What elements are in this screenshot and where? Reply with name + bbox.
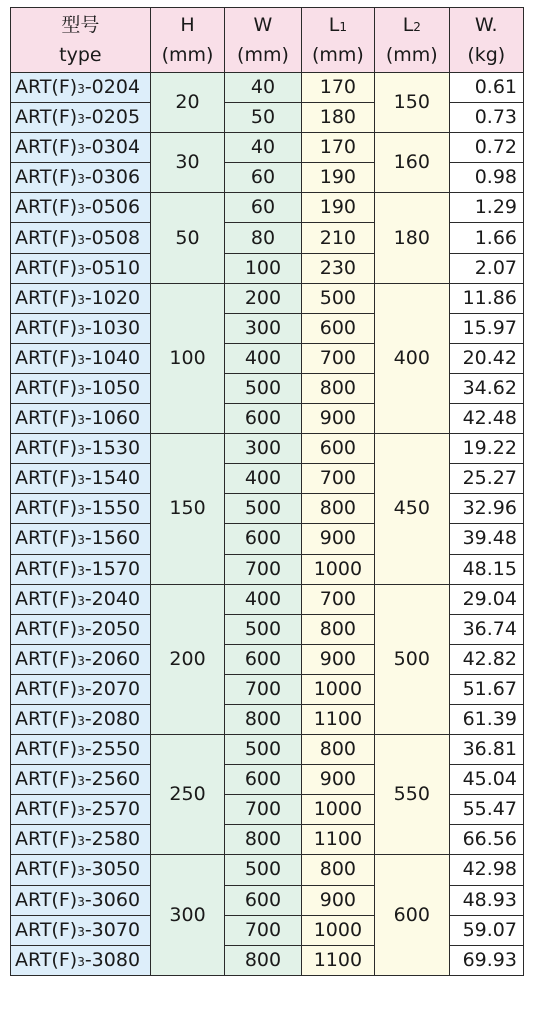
- table-row: [11, 855, 524, 885]
- model-prefix: ART(F): [15, 196, 78, 219]
- weight-cell: 48.93: [449, 885, 523, 915]
- length1-cell: 700: [301, 343, 374, 373]
- header-weight-unit: (kg): [467, 44, 506, 66]
- length1-cell: 1000: [301, 554, 374, 584]
- model-type-cell: [11, 253, 151, 283]
- model-type-cell: [11, 945, 151, 975]
- weight-cell: 29.04: [449, 584, 523, 614]
- length1-cell: 1000: [301, 915, 374, 945]
- model-type-cell: [11, 855, 151, 885]
- header-w-label: W: [253, 14, 273, 36]
- header-l2: [375, 8, 449, 73]
- width-cell: 400: [225, 584, 301, 614]
- width-cell: 40: [225, 133, 301, 163]
- height-cell: 100: [150, 283, 224, 433]
- model-prefix: ART(F): [15, 316, 78, 339]
- table-row: [11, 193, 524, 223]
- model-prefix: ART(F): [15, 346, 78, 369]
- model-subscript: 3: [77, 202, 85, 217]
- model-suffix: -3060: [84, 888, 141, 911]
- model-type-cell: [11, 103, 151, 133]
- weight-cell: 42.98: [449, 855, 523, 885]
- model-subscript: 3: [77, 413, 85, 428]
- model-type-cell: [11, 885, 151, 915]
- model-suffix: -2060: [84, 647, 141, 670]
- model-prefix: ART(F): [15, 527, 78, 550]
- length1-cell: 170: [301, 73, 374, 103]
- width-cell: 200: [225, 283, 301, 313]
- header-l2-unit: (mm): [385, 44, 438, 66]
- length1-cell: 230: [301, 253, 374, 283]
- length1-cell: 700: [301, 464, 374, 494]
- length1-cell: 900: [301, 644, 374, 674]
- header-type: [11, 8, 151, 73]
- header-row: [11, 8, 524, 73]
- model-subscript: 3: [77, 924, 85, 939]
- model-suffix: -3070: [84, 918, 141, 941]
- model-type-cell: [11, 765, 151, 795]
- model-suffix: -0205: [84, 106, 141, 129]
- table-row: [11, 735, 524, 765]
- model-suffix: -1050: [84, 376, 141, 399]
- model-prefix: ART(F): [15, 407, 78, 430]
- model-suffix: -1560: [84, 527, 141, 550]
- model-type-cell: [11, 133, 151, 163]
- width-cell: 800: [225, 825, 301, 855]
- header-h: [150, 8, 224, 73]
- model-suffix: -3050: [84, 858, 141, 881]
- weight-cell: 0.61: [449, 73, 523, 103]
- length1-cell: 180: [301, 103, 374, 133]
- model-suffix: -2040: [84, 587, 141, 610]
- model-suffix: -2570: [84, 798, 141, 821]
- model-suffix: -3080: [84, 948, 141, 971]
- model-subscript: 3: [77, 683, 85, 698]
- model-subscript: 3: [77, 593, 85, 608]
- model-prefix: ART(F): [15, 256, 78, 279]
- weight-cell: 15.97: [449, 313, 523, 343]
- model-suffix: -1060: [84, 407, 141, 430]
- model-prefix: ART(F): [15, 166, 78, 189]
- weight-cell: 34.62: [449, 373, 523, 403]
- length1-cell: 1000: [301, 674, 374, 704]
- header-weight: [449, 8, 523, 73]
- model-prefix: ART(F): [15, 467, 78, 490]
- model-prefix: ART(F): [15, 437, 78, 460]
- weight-cell: 61.39: [449, 704, 523, 734]
- model-subscript: 3: [77, 232, 85, 247]
- model-prefix: ART(F): [15, 226, 78, 249]
- model-subscript: 3: [77, 714, 85, 729]
- length1-cell: 210: [301, 223, 374, 253]
- model-suffix: -1020: [84, 286, 141, 309]
- model-type-cell: [11, 343, 151, 373]
- model-prefix: ART(F): [15, 738, 78, 761]
- header-l1-unit: (mm): [311, 44, 364, 66]
- header-type-zh: 型号: [61, 14, 100, 36]
- length2-cell: 500: [375, 584, 449, 734]
- model-prefix: ART(F): [15, 557, 78, 580]
- weight-cell: 20.42: [449, 343, 523, 373]
- header-l1-label: L: [328, 14, 340, 36]
- model-suffix: -0506: [84, 196, 141, 219]
- model-prefix: ART(F): [15, 948, 78, 971]
- weight-cell: 36.81: [449, 735, 523, 765]
- model-type-cell: [11, 644, 151, 674]
- model-subscript: 3: [77, 623, 85, 638]
- model-subscript: 3: [77, 473, 85, 488]
- width-cell: 600: [225, 644, 301, 674]
- weight-cell: 69.93: [449, 945, 523, 975]
- width-cell: 700: [225, 915, 301, 945]
- weight-cell: 25.27: [449, 464, 523, 494]
- model-subscript: 3: [77, 292, 85, 307]
- model-type-cell: [11, 313, 151, 343]
- model-suffix: -2050: [84, 617, 141, 640]
- model-suffix: -1570: [84, 557, 141, 580]
- model-type-cell: [11, 434, 151, 464]
- weight-cell: 66.56: [449, 825, 523, 855]
- model-suffix: -1540: [84, 467, 141, 490]
- width-cell: 700: [225, 554, 301, 584]
- height-cell: 50: [150, 193, 224, 283]
- model-type-cell: [11, 915, 151, 945]
- width-cell: 500: [225, 855, 301, 885]
- model-suffix: -2080: [84, 708, 141, 731]
- model-prefix: ART(F): [15, 76, 78, 99]
- table-row: [11, 283, 524, 313]
- model-prefix: ART(F): [15, 888, 78, 911]
- model-type-cell: [11, 674, 151, 704]
- model-type-cell: [11, 584, 151, 614]
- header-l1-subscript: 1: [339, 20, 347, 34]
- weight-cell: 19.22: [449, 434, 523, 464]
- model-type-cell: [11, 404, 151, 434]
- model-suffix: -0510: [84, 256, 141, 279]
- model-prefix: ART(F): [15, 768, 78, 791]
- model-subscript: 3: [77, 653, 85, 668]
- model-type-cell: [11, 524, 151, 554]
- height-cell: 30: [150, 133, 224, 193]
- length1-cell: 800: [301, 735, 374, 765]
- weight-cell: 1.66: [449, 223, 523, 253]
- weight-cell: 0.72: [449, 133, 523, 163]
- length1-cell: 190: [301, 193, 374, 223]
- header-l1: [301, 8, 374, 73]
- model-subscript: 3: [77, 352, 85, 367]
- length1-cell: 700: [301, 584, 374, 614]
- model-suffix: -0304: [84, 136, 141, 159]
- width-cell: 700: [225, 795, 301, 825]
- model-type-cell: [11, 193, 151, 223]
- model-subscript: 3: [77, 954, 85, 969]
- model-subscript: 3: [77, 262, 85, 277]
- model-prefix: ART(F): [15, 587, 78, 610]
- model-prefix: ART(F): [15, 858, 78, 881]
- width-cell: 700: [225, 674, 301, 704]
- model-suffix: -2070: [84, 677, 141, 700]
- model-subscript: 3: [77, 82, 85, 97]
- model-subscript: 3: [77, 322, 85, 337]
- model-subscript: 3: [77, 744, 85, 759]
- weight-cell: 51.67: [449, 674, 523, 704]
- length2-cell: 400: [375, 283, 449, 433]
- model-suffix: -1030: [84, 316, 141, 339]
- length2-cell: 600: [375, 855, 449, 975]
- weight-cell: 0.73: [449, 103, 523, 133]
- weight-cell: 36.74: [449, 614, 523, 644]
- width-cell: 400: [225, 464, 301, 494]
- weight-cell: 0.98: [449, 163, 523, 193]
- length1-cell: 800: [301, 494, 374, 524]
- model-subscript: 3: [77, 804, 85, 819]
- model-type-cell: [11, 283, 151, 313]
- model-prefix: ART(F): [15, 376, 78, 399]
- height-cell: 250: [150, 735, 224, 855]
- width-cell: 500: [225, 614, 301, 644]
- length1-cell: 600: [301, 313, 374, 343]
- length1-cell: 1000: [301, 795, 374, 825]
- model-type-cell: [11, 825, 151, 855]
- length2-cell: 150: [375, 73, 449, 133]
- header-w: [225, 8, 301, 73]
- model-prefix: ART(F): [15, 798, 78, 821]
- table-row: [11, 584, 524, 614]
- model-prefix: ART(F): [15, 106, 78, 129]
- model-subscript: 3: [77, 864, 85, 879]
- length1-cell: 1100: [301, 704, 374, 734]
- header-h-label: H: [180, 14, 195, 36]
- width-cell: 600: [225, 765, 301, 795]
- weight-cell: 2.07: [449, 253, 523, 283]
- length1-cell: 190: [301, 163, 374, 193]
- model-type-cell: [11, 163, 151, 193]
- model-suffix: -2580: [84, 828, 141, 851]
- width-cell: 60: [225, 163, 301, 193]
- table-row: [11, 434, 524, 464]
- table-row: [11, 133, 524, 163]
- model-subscript: 3: [77, 172, 85, 187]
- length2-cell: 160: [375, 133, 449, 193]
- width-cell: 40: [225, 73, 301, 103]
- length1-cell: 900: [301, 885, 374, 915]
- model-suffix: -0204: [84, 76, 141, 99]
- model-subscript: 3: [77, 774, 85, 789]
- model-type-cell: [11, 795, 151, 825]
- model-prefix: ART(F): [15, 677, 78, 700]
- length1-cell: 800: [301, 373, 374, 403]
- model-prefix: ART(F): [15, 617, 78, 640]
- model-type-cell: [11, 464, 151, 494]
- model-prefix: ART(F): [15, 647, 78, 670]
- model-prefix: ART(F): [15, 918, 78, 941]
- length1-cell: 500: [301, 283, 374, 313]
- length1-cell: 600: [301, 434, 374, 464]
- length1-cell: 900: [301, 524, 374, 554]
- width-cell: 60: [225, 193, 301, 223]
- model-suffix: -1040: [84, 346, 141, 369]
- width-cell: 600: [225, 885, 301, 915]
- model-type-cell: [11, 614, 151, 644]
- width-cell: 800: [225, 704, 301, 734]
- header-w-unit: (mm): [237, 44, 289, 66]
- model-type-cell: [11, 704, 151, 734]
- width-cell: 600: [225, 524, 301, 554]
- model-prefix: ART(F): [15, 136, 78, 159]
- model-suffix: -1550: [84, 497, 141, 520]
- weight-cell: 1.29: [449, 193, 523, 223]
- model-type-cell: [11, 554, 151, 584]
- length2-cell: 180: [375, 193, 449, 283]
- weight-cell: 42.82: [449, 644, 523, 674]
- width-cell: 600: [225, 404, 301, 434]
- model-suffix: -2550: [84, 738, 141, 761]
- model-prefix: ART(F): [15, 828, 78, 851]
- height-cell: 150: [150, 434, 224, 584]
- model-type-cell: [11, 735, 151, 765]
- table-row: [11, 73, 524, 103]
- height-cell: 300: [150, 855, 224, 975]
- model-type-cell: [11, 373, 151, 403]
- width-cell: 500: [225, 373, 301, 403]
- length2-cell: 550: [375, 735, 449, 855]
- weight-cell: 11.86: [449, 283, 523, 313]
- weight-cell: 55.47: [449, 795, 523, 825]
- width-cell: 400: [225, 343, 301, 373]
- model-subscript: 3: [77, 503, 85, 518]
- weight-cell: 42.48: [449, 404, 523, 434]
- width-cell: 100: [225, 253, 301, 283]
- width-cell: 300: [225, 434, 301, 464]
- model-suffix: -1530: [84, 437, 141, 460]
- model-type-cell: [11, 494, 151, 524]
- model-subscript: 3: [77, 142, 85, 157]
- model-suffix: -2560: [84, 768, 141, 791]
- header-l2-subscript: 2: [413, 20, 421, 34]
- model-subscript: 3: [77, 563, 85, 578]
- length2-cell: 450: [375, 434, 449, 584]
- width-cell: 500: [225, 494, 301, 524]
- model-subscript: 3: [77, 533, 85, 548]
- model-subscript: 3: [77, 443, 85, 458]
- model-subscript: 3: [77, 894, 85, 909]
- header-l2-label: L: [402, 14, 414, 36]
- length1-cell: 900: [301, 765, 374, 795]
- weight-cell: 45.04: [449, 765, 523, 795]
- model-prefix: ART(F): [15, 497, 78, 520]
- height-cell: 200: [150, 584, 224, 734]
- model-prefix: ART(F): [15, 286, 78, 309]
- width-cell: 50: [225, 103, 301, 133]
- model-suffix: -0508: [84, 226, 141, 249]
- header-weight-label: W.: [474, 14, 498, 36]
- model-subscript: 3: [77, 834, 85, 849]
- length1-cell: 800: [301, 614, 374, 644]
- length1-cell: 800: [301, 855, 374, 885]
- model-type-cell: [11, 223, 151, 253]
- header-type-en: type: [59, 44, 102, 66]
- model-suffix: -0306: [84, 166, 141, 189]
- width-cell: 500: [225, 735, 301, 765]
- model-subscript: 3: [77, 112, 85, 127]
- weight-cell: 32.96: [449, 494, 523, 524]
- length1-cell: 170: [301, 133, 374, 163]
- header-h-unit: (mm): [161, 44, 214, 66]
- model-subscript: 3: [77, 382, 85, 397]
- width-cell: 800: [225, 945, 301, 975]
- table-body: [11, 73, 524, 976]
- height-cell: 20: [150, 73, 224, 133]
- width-cell: 300: [225, 313, 301, 343]
- weight-cell: 59.07: [449, 915, 523, 945]
- weight-cell: 39.48: [449, 524, 523, 554]
- weight-cell: 48.15: [449, 554, 523, 584]
- model-prefix: ART(F): [15, 708, 78, 731]
- spec-table: [10, 7, 524, 976]
- model-type-cell: [11, 73, 151, 103]
- width-cell: 80: [225, 223, 301, 253]
- length1-cell: 900: [301, 404, 374, 434]
- length1-cell: 1100: [301, 945, 374, 975]
- length1-cell: 1100: [301, 825, 374, 855]
